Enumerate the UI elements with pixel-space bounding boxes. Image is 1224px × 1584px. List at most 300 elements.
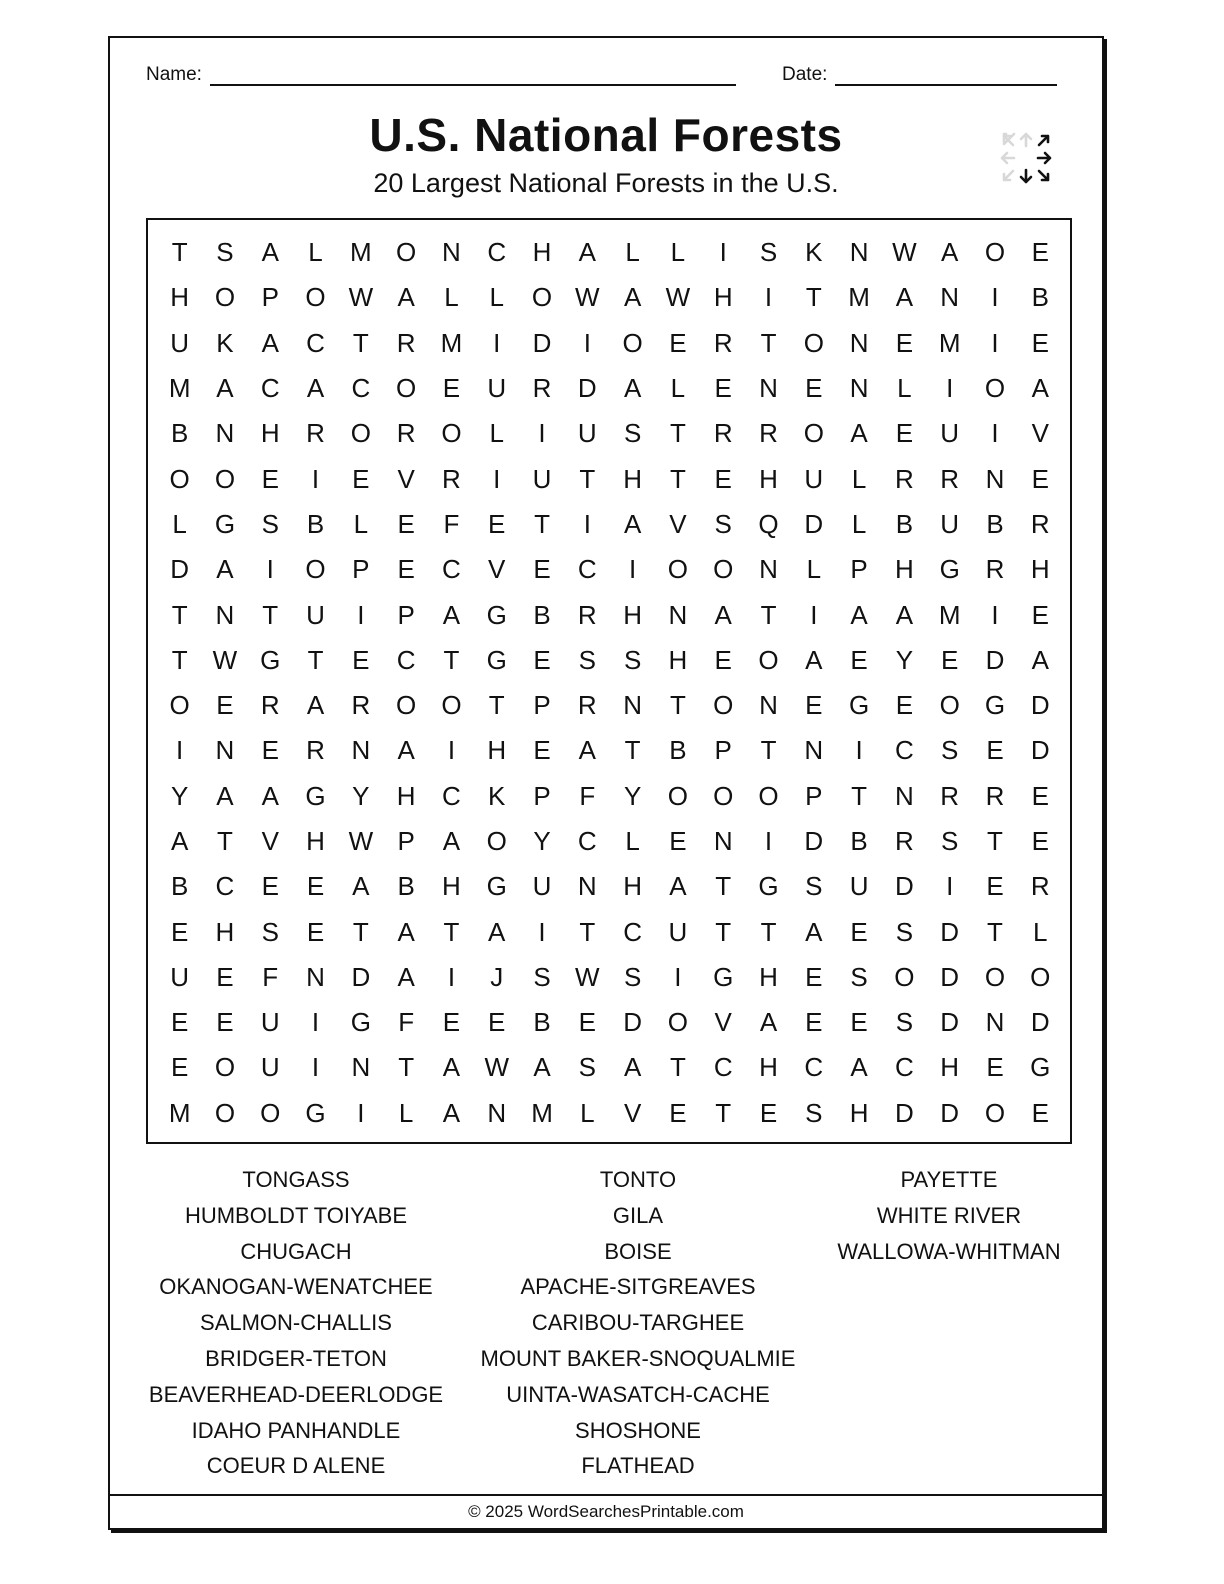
grid-letter[interactable]: A bbox=[352, 871, 370, 902]
grid-letter[interactable]: G bbox=[848, 690, 870, 721]
grid-letter[interactable]: B bbox=[669, 735, 687, 766]
grid-letter[interactable]: N bbox=[623, 690, 642, 721]
grid-letter[interactable]: I bbox=[991, 282, 999, 313]
grid-letter[interactable]: P bbox=[352, 554, 370, 585]
grid-letter[interactable]: N bbox=[351, 735, 371, 766]
grid-letter[interactable]: T bbox=[488, 690, 505, 721]
grid-letter[interactable]: I bbox=[629, 554, 637, 585]
grid-letter[interactable]: A bbox=[759, 1007, 778, 1038]
grid-letter[interactable]: H bbox=[396, 780, 416, 811]
grid-letter[interactable]: B bbox=[1031, 282, 1049, 313]
grid-letter[interactable]: A bbox=[397, 961, 415, 992]
grid-letter[interactable]: T bbox=[987, 916, 1003, 947]
grid-letter[interactable]: C bbox=[260, 373, 280, 404]
grid-letter[interactable]: E bbox=[533, 644, 551, 675]
grid-letter[interactable]: Y bbox=[170, 780, 189, 811]
grid-letter[interactable]: G bbox=[758, 871, 779, 902]
grid-letter[interactable]: W bbox=[348, 826, 374, 856]
grid-letter[interactable]: M bbox=[168, 373, 191, 404]
grid-letter[interactable]: V bbox=[714, 1007, 732, 1038]
grid-letter[interactable]: T bbox=[443, 644, 460, 675]
grid-letter[interactable]: Q bbox=[758, 508, 779, 539]
grid-letter[interactable]: E bbox=[805, 961, 823, 992]
grid-letter[interactable]: S bbox=[261, 508, 279, 539]
grid-letter[interactable]: N bbox=[849, 327, 869, 358]
grid-letter[interactable]: C bbox=[804, 1052, 824, 1083]
grid-letter[interactable]: A bbox=[623, 1052, 642, 1083]
grid-letter[interactable]: B bbox=[533, 1007, 551, 1038]
grid-letter[interactable]: T bbox=[579, 463, 596, 494]
grid-letter[interactable]: S bbox=[623, 961, 642, 992]
grid-letter[interactable]: S bbox=[805, 871, 823, 902]
grid-letter[interactable]: I bbox=[176, 735, 184, 766]
grid-letter[interactable]: S bbox=[578, 1052, 596, 1083]
grid-letter[interactable]: N bbox=[215, 599, 235, 630]
grid-letter[interactable]: G bbox=[486, 871, 507, 902]
grid-letter[interactable]: E bbox=[216, 1007, 234, 1038]
grid-letter[interactable]: D bbox=[1030, 1007, 1050, 1038]
grid-letter[interactable]: L bbox=[580, 1097, 595, 1128]
grid-letter[interactable]: I bbox=[493, 327, 501, 358]
grid-letter[interactable]: L bbox=[398, 1097, 414, 1128]
date-field[interactable] bbox=[782, 64, 1057, 86]
grid-letter[interactable]: A bbox=[397, 916, 415, 947]
grid-letter[interactable]: T bbox=[352, 916, 369, 947]
grid-letter[interactable]: D bbox=[170, 554, 190, 585]
grid-letter[interactable]: N bbox=[713, 826, 733, 856]
grid-letter[interactable]: S bbox=[261, 916, 279, 947]
grid-letter[interactable]: O bbox=[939, 690, 960, 721]
grid-letter[interactable]: D bbox=[804, 826, 824, 856]
grid-letter[interactable]: R bbox=[940, 780, 960, 811]
date-blank-line[interactable] bbox=[835, 64, 1057, 86]
grid-letter[interactable]: N bbox=[759, 373, 778, 404]
grid-letter[interactable]: T bbox=[262, 599, 279, 630]
grid-letter[interactable]: M bbox=[938, 327, 961, 358]
grid-letter[interactable]: N bbox=[215, 418, 235, 449]
grid-letter[interactable]: S bbox=[850, 961, 868, 992]
grid-letter[interactable]: H bbox=[532, 237, 552, 268]
grid-letter[interactable]: W bbox=[665, 282, 691, 313]
grid-letter[interactable]: O bbox=[486, 826, 507, 856]
grid-letter[interactable]: H bbox=[623, 599, 642, 630]
grid-letter[interactable]: P bbox=[714, 735, 732, 766]
grid-letter[interactable]: E bbox=[1031, 780, 1049, 811]
grid-letter[interactable]: B bbox=[986, 508, 1004, 539]
grid-letter[interactable]: K bbox=[216, 327, 234, 358]
grid-letter[interactable]: R bbox=[306, 735, 325, 766]
grid-letter[interactable]: T bbox=[171, 237, 188, 268]
grid-letter[interactable]: T bbox=[171, 599, 188, 630]
grid-letter[interactable]: R bbox=[895, 463, 914, 494]
grid-letter[interactable]: E bbox=[306, 916, 325, 947]
grid-letter[interactable]: I bbox=[991, 599, 999, 630]
grid-letter[interactable]: K bbox=[488, 780, 506, 811]
grid-letter[interactable]: L bbox=[489, 418, 504, 449]
grid-letter[interactable]: Y bbox=[623, 780, 642, 811]
grid-letter[interactable]: H bbox=[759, 961, 778, 992]
grid-letter[interactable]: H bbox=[668, 644, 688, 675]
grid-letter[interactable]: I bbox=[764, 826, 773, 856]
grid-letter[interactable]: B bbox=[170, 871, 189, 902]
grid-letter[interactable]: L bbox=[670, 373, 686, 404]
grid-letter[interactable]: U bbox=[532, 463, 552, 494]
grid-letter[interactable]: R bbox=[396, 418, 416, 449]
grid-letter[interactable]: E bbox=[941, 644, 959, 675]
grid-letter[interactable]: T bbox=[851, 780, 868, 811]
grid-letter[interactable]: M bbox=[350, 237, 372, 268]
grid-letter[interactable]: A bbox=[578, 237, 596, 268]
grid-letter[interactable]: G bbox=[713, 961, 734, 992]
grid-letter[interactable]: R bbox=[351, 690, 371, 721]
grid-letter[interactable]: E bbox=[1031, 327, 1049, 358]
grid-letter[interactable]: A bbox=[488, 916, 506, 947]
grid-letter[interactable]: W bbox=[575, 282, 600, 313]
grid-letter[interactable]: H bbox=[713, 282, 733, 313]
grid-letter[interactable]: D bbox=[532, 327, 552, 358]
grid-letter[interactable]: O bbox=[305, 554, 326, 585]
grid-letter[interactable]: O bbox=[803, 327, 824, 358]
grid-letter[interactable]: E bbox=[895, 690, 914, 721]
grid-letter[interactable]: I bbox=[357, 599, 365, 630]
grid-letter[interactable]: U bbox=[260, 1052, 280, 1083]
grid-letter[interactable]: O bbox=[984, 373, 1006, 404]
grid-letter[interactable]: A bbox=[397, 282, 415, 313]
grid-letter[interactable]: A bbox=[1031, 644, 1049, 675]
grid-letter[interactable]: E bbox=[488, 1007, 506, 1038]
grid-letter[interactable]: P bbox=[261, 282, 279, 313]
grid-letter[interactable]: S bbox=[805, 1097, 823, 1128]
grid-letter[interactable]: U bbox=[668, 916, 688, 947]
grid-letter[interactable]: L bbox=[670, 237, 686, 268]
grid-letter[interactable]: S bbox=[759, 237, 778, 268]
grid-letter[interactable]: C bbox=[895, 735, 914, 766]
grid-letter[interactable]: U bbox=[532, 871, 552, 902]
grid-letter[interactable]: I bbox=[991, 418, 999, 449]
grid-letter[interactable]: E bbox=[850, 1007, 868, 1038]
grid-letter[interactable]: O bbox=[169, 463, 190, 494]
grid-letter[interactable]: C bbox=[487, 237, 507, 268]
grid-letter[interactable]: U bbox=[804, 463, 824, 494]
grid-letter[interactable]: S bbox=[941, 826, 959, 856]
grid-letter[interactable]: E bbox=[850, 916, 868, 947]
grid-letter[interactable]: D bbox=[940, 961, 960, 992]
grid-letter[interactable]: O bbox=[758, 644, 779, 675]
grid-letter[interactable]: E bbox=[261, 871, 279, 902]
grid-letter[interactable]: T bbox=[534, 508, 550, 539]
grid-letter[interactable]: L bbox=[625, 237, 640, 268]
grid-letter[interactable]: H bbox=[895, 554, 914, 585]
grid-letter[interactable]: U bbox=[577, 418, 597, 449]
name-field[interactable] bbox=[146, 64, 736, 86]
grid-letter[interactable]: O bbox=[758, 780, 779, 811]
grid-letter[interactable]: R bbox=[577, 599, 597, 630]
grid-letter[interactable]: B bbox=[895, 508, 914, 539]
grid-letter[interactable]: N bbox=[804, 735, 824, 766]
grid-letter[interactable]: A bbox=[578, 735, 596, 766]
grid-letter[interactable]: G bbox=[1030, 1052, 1051, 1083]
grid-letter[interactable]: M bbox=[531, 1097, 553, 1128]
grid-letter[interactable]: L bbox=[308, 237, 323, 268]
grid-letter[interactable]: A bbox=[623, 373, 642, 404]
grid-letter[interactable]: E bbox=[1031, 237, 1049, 268]
grid-letter[interactable]: G bbox=[486, 644, 507, 675]
grid-letter[interactable]: O bbox=[713, 690, 734, 721]
grid-letter[interactable]: L bbox=[625, 826, 640, 856]
grid-letter[interactable]: H bbox=[442, 871, 461, 902]
grid-letter[interactable]: S bbox=[895, 916, 914, 947]
grid-letter[interactable]: R bbox=[895, 826, 914, 856]
grid-letter[interactable]: B bbox=[850, 826, 868, 856]
grid-letter[interactable]: D bbox=[577, 373, 597, 404]
grid-letter[interactable]: I bbox=[946, 871, 954, 902]
grid-letter[interactable]: C bbox=[442, 780, 461, 811]
grid-letter[interactable]: G bbox=[350, 1007, 371, 1038]
grid-letter[interactable]: A bbox=[306, 690, 325, 721]
grid-letter[interactable]: H bbox=[623, 463, 642, 494]
grid-letter[interactable]: G bbox=[984, 690, 1006, 721]
grid-letter[interactable]: G bbox=[260, 644, 281, 675]
grid-letter[interactable]: R bbox=[713, 327, 733, 358]
grid-letter[interactable]: E bbox=[714, 644, 732, 675]
grid-letter[interactable]: V bbox=[261, 826, 279, 856]
grid-letter[interactable]: T bbox=[805, 282, 822, 313]
grid-letter[interactable]: A bbox=[216, 373, 234, 404]
grid-letter[interactable]: O bbox=[214, 282, 236, 313]
grid-letter[interactable]: I bbox=[583, 327, 591, 358]
grid-letter[interactable]: I bbox=[357, 1097, 365, 1128]
grid-letter[interactable]: R bbox=[985, 780, 1005, 811]
grid-letter[interactable]: B bbox=[533, 599, 551, 630]
grid-letter[interactable]: T bbox=[669, 463, 686, 494]
grid-letter[interactable]: M bbox=[938, 599, 961, 630]
grid-letter[interactable]: F bbox=[262, 961, 279, 992]
grid-letter[interactable]: I bbox=[538, 418, 546, 449]
grid-letter[interactable]: C bbox=[713, 1052, 733, 1083]
grid-letter[interactable]: I bbox=[583, 508, 591, 539]
grid-letter[interactable]: T bbox=[760, 916, 777, 947]
grid-letter[interactable]: O bbox=[713, 554, 734, 585]
grid-letter[interactable]: L bbox=[172, 508, 187, 539]
grid-letter[interactable]: A bbox=[669, 871, 687, 902]
grid-letter[interactable]: E bbox=[805, 373, 823, 404]
grid-letter[interactable]: H bbox=[215, 916, 235, 947]
grid-letter[interactable]: E bbox=[850, 644, 868, 675]
grid-letter[interactable]: H bbox=[260, 418, 280, 449]
grid-letter[interactable]: W bbox=[575, 961, 600, 992]
grid-letter[interactable]: A bbox=[261, 327, 279, 358]
grid-letter[interactable]: Y bbox=[533, 826, 551, 856]
grid-letter[interactable]: F bbox=[398, 1007, 415, 1038]
grid-letter[interactable]: E bbox=[1031, 599, 1049, 630]
grid-letter[interactable]: U bbox=[487, 373, 507, 404]
grid-letter[interactable]: N bbox=[668, 599, 688, 630]
grid-letter[interactable]: A bbox=[397, 735, 415, 766]
grid-letter[interactable]: C bbox=[396, 644, 416, 675]
grid-letter[interactable]: D bbox=[623, 1007, 642, 1038]
grid-letter[interactable]: P bbox=[533, 780, 551, 811]
grid-letter[interactable]: E bbox=[895, 327, 914, 358]
grid-letter[interactable]: W bbox=[348, 282, 374, 313]
grid-letter[interactable]: I bbox=[311, 463, 320, 494]
grid-letter[interactable]: O bbox=[305, 282, 326, 313]
grid-letter[interactable]: L bbox=[851, 463, 867, 494]
grid-letter[interactable]: Y bbox=[895, 644, 914, 675]
grid-letter[interactable]: W bbox=[212, 644, 238, 675]
grid-letter[interactable]: R bbox=[442, 463, 461, 494]
grid-letter[interactable]: F bbox=[579, 780, 596, 811]
grid-letter[interactable]: T bbox=[760, 735, 777, 766]
grid-letter[interactable]: I bbox=[810, 599, 818, 630]
grid-letter[interactable]: R bbox=[985, 554, 1005, 585]
grid-letter[interactable]: O bbox=[803, 418, 824, 449]
grid-letter[interactable]: R bbox=[1030, 508, 1050, 539]
grid-letter[interactable]: N bbox=[849, 237, 869, 268]
grid-letter[interactable]: H bbox=[1030, 554, 1050, 585]
grid-letter[interactable]: E bbox=[216, 690, 234, 721]
grid-letter[interactable]: E bbox=[805, 1007, 823, 1038]
grid-letter[interactable]: V bbox=[397, 463, 415, 494]
grid-letter[interactable]: L bbox=[489, 282, 504, 313]
grid-letter[interactable]: A bbox=[623, 508, 642, 539]
grid-letter[interactable]: L bbox=[897, 373, 912, 404]
grid-letter[interactable]: E bbox=[352, 463, 370, 494]
grid-letter[interactable]: S bbox=[623, 418, 642, 449]
grid-letter[interactable]: C bbox=[577, 554, 597, 585]
grid-letter[interactable]: D bbox=[895, 1097, 914, 1128]
grid-letter[interactable]: T bbox=[669, 418, 686, 449]
grid-letter[interactable]: U bbox=[849, 871, 869, 902]
grid-letter[interactable]: R bbox=[940, 463, 960, 494]
grid-letter[interactable]: N bbox=[985, 463, 1005, 494]
grid-letter[interactable]: A bbox=[261, 780, 279, 811]
grid-letter[interactable]: U bbox=[170, 961, 190, 992]
grid-letter[interactable]: Y bbox=[352, 780, 370, 811]
grid-letter[interactable]: A bbox=[895, 282, 914, 313]
grid-letter[interactable]: I bbox=[764, 282, 773, 313]
grid-letter[interactable]: G bbox=[939, 554, 960, 585]
grid-letter[interactable]: M bbox=[168, 1097, 191, 1128]
grid-letter[interactable]: U bbox=[940, 418, 960, 449]
grid-letter[interactable]: E bbox=[352, 644, 370, 675]
grid-letter[interactable]: H bbox=[759, 463, 778, 494]
grid-letter[interactable]: V bbox=[669, 508, 687, 539]
grid-letter[interactable]: I bbox=[991, 327, 999, 358]
grid-letter[interactable]: H bbox=[487, 735, 507, 766]
grid-letter[interactable]: V bbox=[1031, 418, 1049, 449]
grid-letter[interactable]: D bbox=[1030, 690, 1050, 721]
grid-letter[interactable]: A bbox=[261, 237, 279, 268]
grid-letter[interactable]: D bbox=[985, 644, 1005, 675]
grid-letter[interactable]: B bbox=[170, 418, 189, 449]
grid-letter[interactable]: P bbox=[850, 554, 868, 585]
grid-letter[interactable]: G bbox=[305, 1097, 326, 1128]
grid-letter[interactable]: M bbox=[848, 282, 870, 313]
grid-letter[interactable]: W bbox=[484, 1052, 509, 1083]
grid-letter[interactable]: O bbox=[214, 1097, 236, 1128]
grid-letter[interactable]: C bbox=[623, 916, 642, 947]
grid-letter[interactable]: M bbox=[440, 327, 463, 358]
grid-letter[interactable]: O bbox=[984, 1097, 1006, 1128]
grid-letter[interactable]: D bbox=[351, 961, 371, 992]
grid-letter[interactable]: O bbox=[622, 327, 643, 358]
grid-letter[interactable]: T bbox=[217, 826, 233, 856]
grid-letter[interactable]: E bbox=[714, 373, 732, 404]
grid-letter[interactable]: I bbox=[266, 554, 274, 585]
grid-letter[interactable]: H bbox=[849, 1097, 869, 1128]
grid-letter[interactable]: E bbox=[805, 690, 823, 721]
grid-letter[interactable]: T bbox=[352, 327, 369, 358]
grid-letter[interactable]: A bbox=[533, 1052, 551, 1083]
grid-letter[interactable]: E bbox=[986, 871, 1004, 902]
grid-letter[interactable]: T bbox=[715, 1097, 732, 1128]
grid-letter[interactable]: T bbox=[987, 826, 1003, 856]
grid-letter[interactable]: O bbox=[441, 690, 462, 721]
grid-letter[interactable]: E bbox=[306, 871, 325, 902]
grid-letter[interactable]: S bbox=[216, 237, 234, 268]
grid-letter[interactable]: R bbox=[306, 418, 325, 449]
grid-letter[interactable]: O bbox=[667, 780, 689, 811]
grid-letter[interactable]: N bbox=[895, 780, 914, 811]
grid-letter[interactable]: S bbox=[578, 644, 596, 675]
grid-letter[interactable]: E bbox=[397, 508, 415, 539]
grid-letter[interactable]: A bbox=[714, 599, 732, 630]
grid-letter[interactable]: E bbox=[1031, 1097, 1049, 1128]
grid-letter[interactable]: O bbox=[214, 1052, 236, 1083]
grid-letter[interactable]: A bbox=[623, 282, 642, 313]
grid-letter[interactable]: T bbox=[579, 916, 596, 947]
grid-letter[interactable]: E bbox=[669, 826, 687, 856]
grid-letter[interactable]: R bbox=[759, 418, 778, 449]
grid-letter[interactable]: G bbox=[305, 780, 326, 811]
grid-letter[interactable]: A bbox=[805, 644, 823, 675]
grid-letter[interactable]: O bbox=[984, 961, 1006, 992]
grid-letter[interactable]: J bbox=[490, 961, 504, 992]
grid-letter[interactable]: A bbox=[442, 826, 461, 856]
grid-letter[interactable]: O bbox=[396, 373, 417, 404]
grid-letter[interactable]: E bbox=[216, 961, 234, 992]
grid-letter[interactable]: O bbox=[396, 237, 417, 268]
grid-letter[interactable]: O bbox=[984, 237, 1006, 268]
grid-letter[interactable]: I bbox=[719, 237, 727, 268]
grid-letter[interactable]: P bbox=[533, 690, 551, 721]
grid-letter[interactable]: I bbox=[447, 961, 456, 992]
grid-letter[interactable]: B bbox=[397, 871, 415, 902]
grid-letter[interactable]: O bbox=[350, 418, 371, 449]
grid-letter[interactable]: F bbox=[443, 508, 460, 539]
grid-letter[interactable]: L bbox=[353, 508, 369, 539]
grid-letter[interactable]: T bbox=[398, 1052, 415, 1083]
grid-letter[interactable]: E bbox=[895, 418, 914, 449]
grid-letter[interactable]: C bbox=[215, 871, 235, 902]
grid-letter[interactable]: A bbox=[850, 418, 868, 449]
grid-letter[interactable]: T bbox=[715, 916, 732, 947]
grid-letter[interactable]: D bbox=[940, 1097, 960, 1128]
grid-letter[interactable]: P bbox=[397, 599, 415, 630]
grid-letter[interactable]: I bbox=[538, 916, 546, 947]
grid-letter[interactable]: R bbox=[1030, 871, 1050, 902]
grid-letter[interactable]: A bbox=[1031, 373, 1049, 404]
grid-letter[interactable]: E bbox=[714, 463, 732, 494]
grid-letter[interactable]: P bbox=[397, 826, 415, 856]
grid-letter[interactable]: T bbox=[760, 599, 777, 630]
grid-letter[interactable]: C bbox=[351, 373, 371, 404]
grid-letter[interactable]: A bbox=[850, 1052, 868, 1083]
grid-letter[interactable]: S bbox=[895, 1007, 914, 1038]
grid-letter[interactable]: S bbox=[941, 735, 959, 766]
grid-letter[interactable]: E bbox=[170, 916, 189, 947]
grid-letter[interactable]: L bbox=[851, 508, 867, 539]
